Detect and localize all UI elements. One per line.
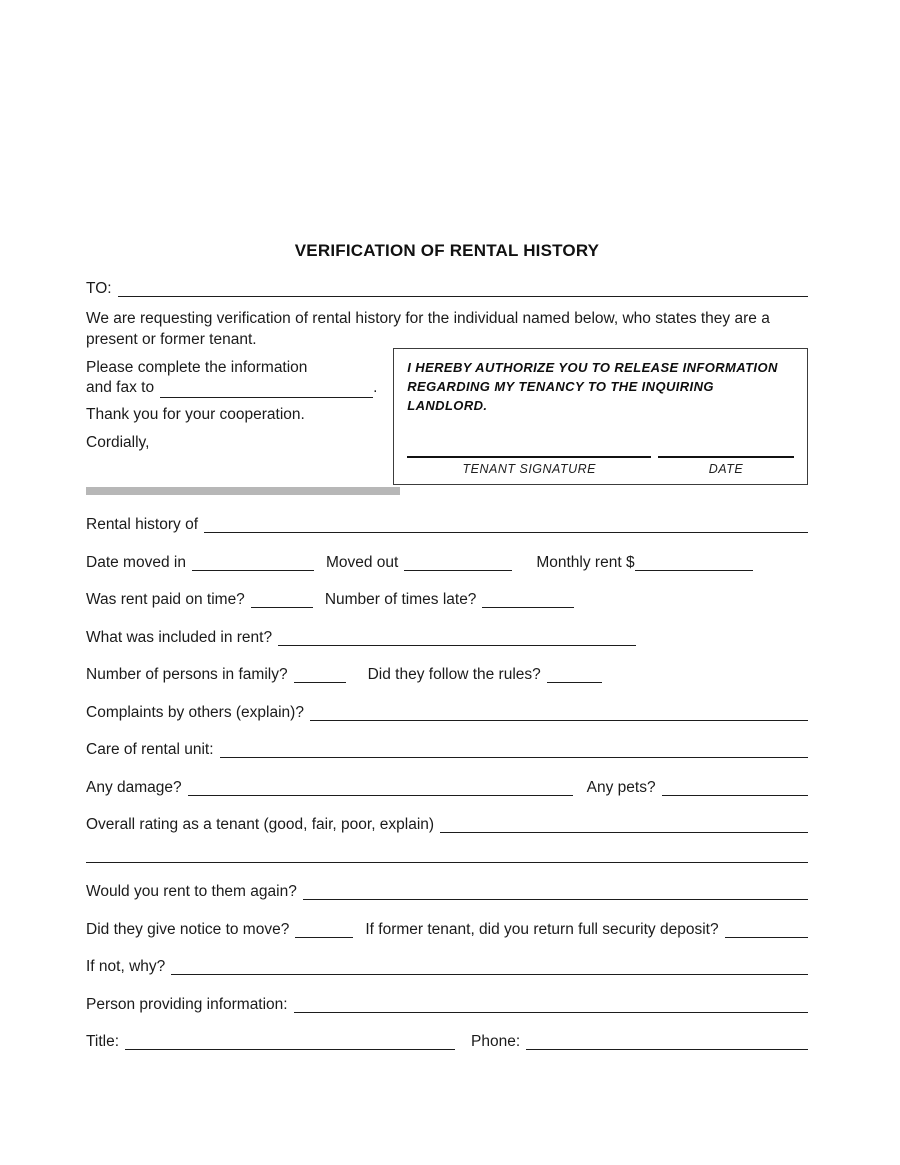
fax-label: and fax to [86,379,155,396]
notice-to-move-label: Did they give notice to move? [86,920,290,938]
rent-on-time-field[interactable] [251,593,313,608]
field-row-notice-deposit [86,921,808,938]
cover-note [86,348,393,453]
included-in-rent-label: What was included in rent? [86,628,273,646]
title-field[interactable] [125,1035,455,1050]
rental-history-of-field[interactable] [204,518,808,533]
persons-in-family-label: Number of persons in family? [86,666,288,683]
any-pets-field[interactable] [662,781,808,796]
rent-on-time-label: Was rent paid on time? [86,591,245,608]
rental-history-label: Rental history of [86,516,198,533]
moved-out-field[interactable] [404,556,512,571]
follow-rules-label: Did they follow the rules? [367,666,541,683]
follow-rules-field[interactable] [547,668,602,683]
signature-lines [407,455,794,458]
cover-note-section [86,348,808,485]
overall-rating-continuation-field[interactable] [86,848,808,863]
monthly-rent-field[interactable] [635,556,753,571]
date-moved-in-field[interactable] [192,556,314,571]
fax-period: . [373,379,378,396]
form-content [86,0,808,1071]
care-of-unit-field[interactable] [220,743,808,758]
signature-labels [407,462,794,476]
tenant-signature-label: TENANT SIGNATURE [462,462,596,476]
phone-field[interactable] [526,1035,808,1050]
if-not-why-field[interactable] [171,960,808,975]
any-damage-field[interactable] [188,781,573,796]
rent-again-field[interactable] [303,885,808,900]
rent-again-label: Would you rent to them again? [86,883,297,900]
field-row-damage-pets [86,779,808,796]
field-row-person-providing [86,996,808,1013]
section-divider-bar [86,487,400,495]
care-of-unit-label: Care of rental unit: [86,741,214,758]
cover-note-request-line: Please complete the information [86,359,308,376]
field-row-rental-history [86,516,808,533]
notice-to-move-field[interactable] [295,923,353,938]
fax-number-field[interactable] [160,382,373,398]
to-field[interactable] [118,282,808,297]
to-label: TO: [86,280,112,297]
any-damage-label: Any damage? [86,778,182,796]
field-row-complaints [86,704,808,721]
authorization-statement: I HEREBY AUTHORIZE YOU TO RELEASE INFORMATION REGARDING MY TENANCY TO THE INQUIRING LANDLORD. [407,360,778,413]
persons-in-family-field[interactable] [294,668,346,683]
person-providing-field[interactable] [294,998,808,1013]
overall-rating-field[interactable] [440,818,808,833]
authorization-box [393,348,808,485]
date-label: DATE [708,462,744,476]
field-row-included-in-rent [86,629,808,646]
phone-label: Phone: [471,1033,521,1050]
security-deposit-field[interactable] [725,923,808,938]
thanks-line: Thank you for your cooperation. [86,406,305,423]
field-row-family-rules [86,666,808,683]
times-late-field[interactable] [482,593,574,608]
field-row-move-dates [86,554,808,571]
title-label: Title: [86,1033,120,1050]
field-row-overall-rating [86,816,808,833]
monthly-rent-label: Monthly rent $ [536,553,635,571]
field-row-title-phone [86,1033,808,1050]
field-row-rent-again [86,883,808,900]
date-moved-in-label: Date moved in [86,553,186,571]
tenant-signature-field[interactable] [407,455,651,458]
person-providing-label: Person providing information: [86,995,288,1013]
complaints-field[interactable] [310,706,808,721]
page-title: VERIFICATION OF RENTAL HISTORY [294,241,600,260]
intro-text: We are requesting verification of rental history for the individual named below, who states they are a present or former tenant. [86,310,770,348]
field-row-if-not-why [86,958,808,975]
signature-area [407,455,794,476]
signature-date-field[interactable] [658,455,794,458]
closing-line: Cordially, [86,434,150,451]
to-row [86,280,808,297]
moved-out-label: Moved out [325,553,399,571]
any-pets-label: Any pets? [586,778,656,796]
form-fields [86,516,808,1050]
field-row-care-of-unit [86,741,808,758]
if-not-why-label: If not, why? [86,958,166,975]
complaints-label: Complaints by others (explain)? [86,703,304,721]
times-late-label: Number of times late? [324,591,477,608]
field-row-rating-continuation [86,846,808,863]
overall-rating-label: Overall rating as a tenant (good, fair, poor, explain) [86,816,435,833]
security-deposit-label: If former tenant, did you return full security deposit? [365,920,719,938]
field-row-rent-timeliness [86,591,808,608]
included-in-rent-field[interactable] [278,631,636,646]
fax-row [86,378,393,398]
